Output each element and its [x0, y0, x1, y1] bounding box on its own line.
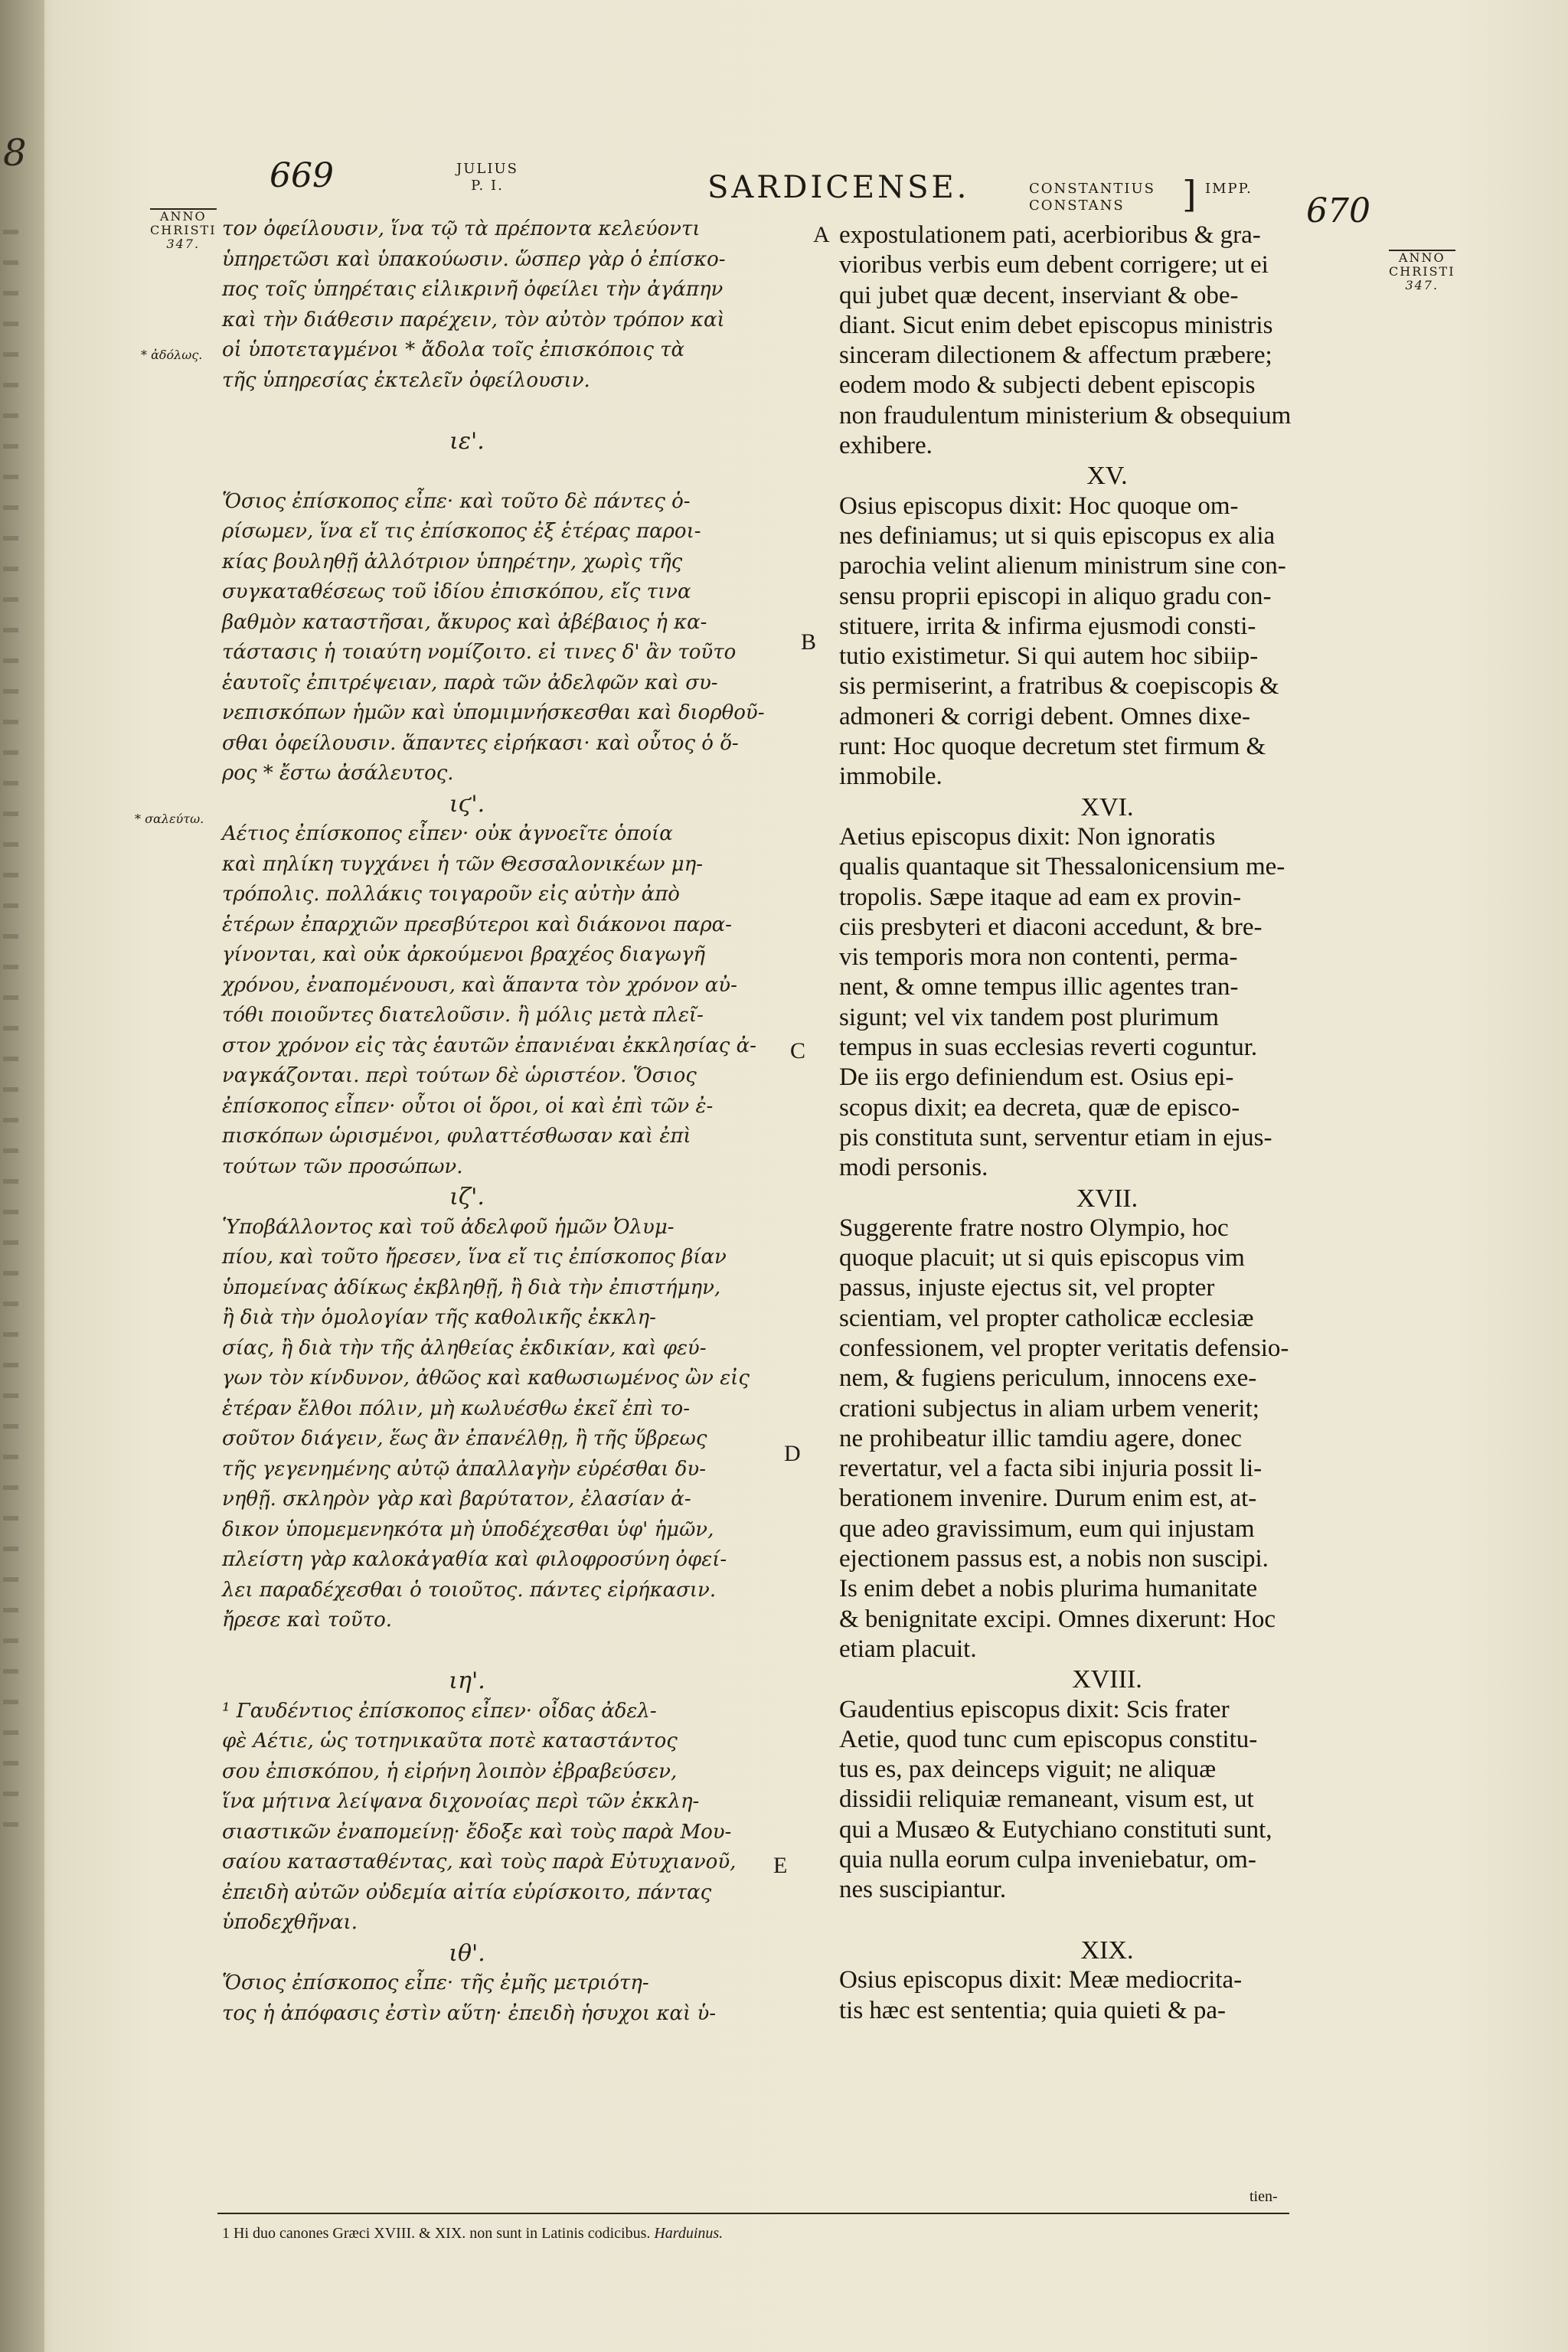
- right-margin-year: [1389, 250, 1455, 292]
- right-running-head: [1029, 181, 1155, 214]
- previous-page-text-fragment: [3, 1516, 18, 1521]
- latin-text-line: nem, & fugiens periculum, innocens exe-: [839, 1364, 1257, 1393]
- previous-page-text-fragment: [3, 1547, 18, 1551]
- canon-heading: XIX.: [1080, 1936, 1134, 1965]
- previous-page-text-fragment: [3, 781, 18, 786]
- right-page-number: 670: [1306, 191, 1370, 230]
- margin-line: 347.: [1405, 278, 1439, 292]
- greek-text-line: λει παραδέχεσθαι ὁ τοιοῦτος. πάντες εἰρήκασιν.: [222, 1578, 717, 1602]
- greek-text-line: ἑτέραν ἔλθοι πόλιν, μὴ κωλυέσθω ἐκεῖ ἐπὶ το-: [222, 1396, 690, 1420]
- previous-page-text-fragment: [3, 812, 18, 816]
- canon-number: ιθ'.: [449, 1939, 485, 1967]
- footnote-rule: [217, 2213, 1289, 2214]
- greek-text-line: Ὑποβάλλοντος καὶ τοῦ ἀδελφοῦ ἡμῶν Ὀλυμ-: [222, 1215, 675, 1239]
- greek-text-line: σαίου κατασταθέντας, καὶ τοὺς παρὰ Εὐτυχιανοῦ,: [222, 1851, 737, 1873]
- greek-text-line: βαθμὸν καταστῆσαι, ἄκυρος καὶ ἀβέβαιος ἡ κα-: [222, 610, 707, 634]
- section-letter: B: [801, 629, 817, 655]
- previous-page-text-fragment: [3, 1057, 18, 1061]
- previous-page-text-fragment: [3, 230, 18, 234]
- greek-text-line: ρος * ἔστω ἀσάλευτος.: [222, 762, 454, 785]
- previous-page-text-fragment: [3, 444, 18, 449]
- greek-text-line: οἱ ὑποτεταγμένοι * ἄδολα τοῖς ἐπισκόποις τὰ: [222, 338, 685, 361]
- greek-text-line: τος ἡ ἀπόφασις ἐστὶν αὕτη· ἐπειδὴ ἡσυχοι καὶ ὑ-: [222, 2001, 717, 2025]
- greek-text-line: ἐπειδὴ αὐτῶν οὐδεμία αἰτία εὑρίσκοιτο, πάντας: [222, 1880, 712, 1904]
- section-letter: A: [813, 222, 830, 247]
- greek-text-line: σθαι ὀφείλουσιν. ἅπαντες εἰρήκασι· καὶ οὗτος ὁ ὅ-: [222, 731, 739, 755]
- greek-text-line: σου ἐπισκόπου, ἡ εἰρήνη λοιπὸν ἐβραβεύσεν,: [222, 1759, 678, 1783]
- previous-page-text-fragment: [3, 658, 18, 663]
- canon-heading: XVII.: [1076, 1184, 1138, 1213]
- greek-text-line: ἵνα μήτινα λείψανα διχονοίας περὶ τῶν ἐκκλη-: [222, 1790, 700, 1813]
- previous-page-text-fragment: [3, 1118, 18, 1122]
- latin-text-line: non fraudulentum ministerium & obsequium: [839, 401, 1292, 430]
- latin-text-line: Suggerente fratre nostro Olympio, hoc: [839, 1214, 1229, 1242]
- canon-number: ιϛ'.: [449, 790, 485, 818]
- greek-text-line: τάστασις ἡ τοιαύτη νομίζοιτο. εἰ τινες δ' ἂν τοῦτο: [222, 641, 737, 664]
- previous-page-text-fragment: [3, 536, 18, 541]
- latin-text-line: ejectionem passus est, a nobis non suscipi.: [839, 1545, 1269, 1573]
- previous-page-text-fragment: [3, 934, 18, 939]
- greek-text-line: δικον ὑπομεμενηκότα μὴ ὑποδέχεσθαι ὑφ' ἡμῶν,: [222, 1517, 714, 1541]
- previous-page-text-fragment: [3, 1148, 18, 1153]
- greek-text-line: κίας βουληθῇ ἀλλότριον ὑπηρέτην, χωρὶς τῆς: [222, 550, 683, 573]
- latin-text-line: confessionem, vel propter veritatis defensio-: [839, 1334, 1289, 1362]
- footnote-signature: Harduinus.: [654, 2225, 724, 2242]
- footnote-text: 1 Hi duo canones Græci XVIII. & XIX. non sunt in Latinis codicibus.: [222, 2225, 651, 2242]
- previous-page-text-fragment: [3, 1363, 18, 1367]
- latin-text-line: que adeo gravissimum, eum qui injustam: [839, 1514, 1255, 1543]
- previous-page-text-fragment: [3, 505, 18, 510]
- latin-text-line: etiam placuit.: [839, 1635, 977, 1663]
- latin-text-line: runt: Hoc quoque decretum stet firmum &: [839, 733, 1266, 761]
- running-head-line: JULIUS: [456, 161, 518, 177]
- greek-text-line: σοῦτον διάγειν, ἕως ἂν ἐπανέλθῃ, ἢ τῆς ὕβρεως: [222, 1427, 707, 1450]
- right-running-tag: IMPP.: [1205, 181, 1253, 197]
- greek-column: [222, 214, 765, 2029]
- latin-text-line: passus, injuste ejectus sit, vel propter: [839, 1274, 1215, 1302]
- previous-page-text-fragment: [3, 567, 18, 571]
- previous-page-text-fragment: [3, 873, 18, 877]
- latin-text-line: parochia velint alienum ministrum sine con-: [839, 552, 1286, 580]
- greek-text-line: [222, 1636, 765, 1667]
- greek-text-line: καὶ πηλίκη τυγχάνει ἡ τῶν Θεσσαλονικέων μη-: [222, 852, 704, 876]
- latin-text-line: Aetius episcopus dixit: Non ignoratis: [839, 822, 1216, 851]
- margin-line: ANNO: [1389, 250, 1455, 265]
- latin-text-line: De iis ergo definiendum est. Osius epi-: [839, 1063, 1234, 1092]
- latin-text-line: qui a Musæo & Eutychiano constituti sunt,: [839, 1815, 1272, 1844]
- greek-text-line: [222, 456, 765, 487]
- latin-text-line: exhibere.: [839, 432, 933, 460]
- latin-text-line: scientiam, vel propter catholicæ ecclesiæ: [839, 1304, 1254, 1332]
- previous-page-text-fragment: [3, 1424, 18, 1429]
- greek-text-line: ὑποδεχθῆναι.: [222, 1911, 358, 1934]
- greek-text-line: φὲ Αέτιε, ὡς τοτηνικαῦτα ποτὲ καταστάντος: [222, 1730, 678, 1753]
- latin-text-line: Osius episcopus dixit: Hoc quoque om-: [839, 492, 1239, 520]
- latin-text-line: modi personis.: [839, 1154, 988, 1182]
- footnote: [222, 2225, 723, 2243]
- previous-page-text-fragment: [3, 1700, 18, 1704]
- greek-text-line: ρίσωμεν, ἵνα εἴ τις ἐπίσκοπος ἐξ ἑτέρας παροι-: [222, 520, 701, 543]
- section-letter: C: [790, 1038, 806, 1063]
- latin-text-line: tus es, pax deinceps viguit; ne aliquæ: [839, 1756, 1217, 1784]
- previous-page-text-fragment: [3, 995, 18, 1000]
- latin-text-line: expostulationem pati, acerbioribus & gra-: [839, 221, 1261, 249]
- latin-text-line: Aetie, quod tunc cum episcopus constitu-: [839, 1725, 1258, 1753]
- latin-text-line: eodem modo & subjecti debent episcopis: [839, 371, 1256, 400]
- latin-text-line: & benignitate excipi. Omnes dixerunt: Hoc: [839, 1605, 1276, 1633]
- previous-page-text-fragment: [3, 291, 18, 296]
- previous-page-text-fragment: [3, 1761, 18, 1766]
- latin-text-line: tempus in suas ecclesias reverti coguntur.: [839, 1034, 1258, 1062]
- latin-text-line: stituere, irrita & infirma ejusmodi consti-: [839, 612, 1256, 640]
- greek-text-line: ἢ διὰ τὴν ὁμολογίαν τῆς καθολικῆς ἐκκλη-: [222, 1306, 656, 1329]
- canon-heading: XV.: [1086, 462, 1128, 491]
- latin-text-line: nent, & omne tempus illic agentes tran-: [839, 973, 1239, 1001]
- latin-text-line: tropolis. Sæpe itaque ad eam ex provin-: [839, 883, 1242, 911]
- previous-page-text-fragment: [3, 750, 18, 755]
- catchword: tien-: [1250, 2188, 1278, 2205]
- previous-page-text-fragment: [3, 1577, 18, 1582]
- greek-text-line: γίνονται, καὶ οὐκ ἀρκούμενοι βραχέος διαγωγῆ: [222, 943, 705, 966]
- previous-page-text-fragment: [3, 965, 18, 969]
- previous-page-text-fragment: [3, 1669, 18, 1674]
- margin-line: CHRISTI: [1389, 264, 1455, 279]
- previous-page-text-fragment: [3, 1026, 18, 1031]
- previous-page-text-fragment: [3, 1730, 18, 1735]
- canon-number: ιε'.: [449, 427, 485, 455]
- greek-text-line: ὑπομείνας ἀδίκως ἐκβληθῇ, ἢ διὰ τὴν ἐπιστήμην,: [222, 1276, 721, 1299]
- greek-text-line: καὶ τὴν διάθεσιν παρέχειν, τὸν αὐτὸν τρόπον καὶ: [222, 308, 725, 332]
- latin-text-line: dissidii reliquiæ remaneant, visum est, ut: [839, 1785, 1254, 1814]
- previous-page-number: 8: [3, 132, 27, 175]
- greek-text-line: ἤρεσε καὶ τοῦτο.: [222, 1609, 392, 1632]
- greek-text-line: πλείστη γὰρ καλοκἀγαθία καὶ φιλοφροσύνη ὀφεί-: [222, 1548, 727, 1571]
- latin-text-line: diant. Sicut enim debet episcopus ministris: [839, 311, 1273, 339]
- greek-text-line: πισκόπων ὡρισμένοι, φυλαττέσθωσαν καὶ ἐπὶ: [222, 1125, 691, 1148]
- greek-text-line: ναγκάζονται. περὶ τούτων δὲ ὡριστέον. Ὅσιος: [222, 1064, 697, 1087]
- previous-page-text-fragment: [3, 1271, 18, 1276]
- latin-text-line: pis constituta sunt, serventur etiam in ejus-: [839, 1123, 1272, 1152]
- latin-text-line: scopus dixit; ea decreta, quæ de episco-: [839, 1093, 1240, 1122]
- greek-text-line: συγκαταθέσεως τοῦ ἰδίου ἐπισκόπου, εἴς τινα: [222, 580, 691, 603]
- previous-page-text-fragment: [3, 1240, 18, 1245]
- previous-page-text-fragment: [3, 352, 18, 357]
- latin-text-line: Osius episcopus dixit: Meæ mediocrita-: [839, 1966, 1243, 1994]
- latin-text-line: [839, 1906, 1375, 1936]
- canon-number: ιη'.: [449, 1668, 485, 1694]
- latin-text-line: Is enim debet a nobis plurima humanitate: [839, 1575, 1258, 1603]
- previous-page-text-fragment: [3, 475, 18, 479]
- previous-page-text-fragment: [3, 1087, 18, 1092]
- greek-text-line: [222, 396, 765, 426]
- latin-text-line: ciis presbyteri et diaconi accedunt, & bre-: [839, 913, 1263, 941]
- greek-text-line: πος τοῖς ὑπηρέταις εἰλικρινῆ ὀφείλει τὴν ἀγάπην: [222, 278, 724, 301]
- greek-text-line: Αέτιος ἐπίσκοπος εἶπεν· οὐκ ἀγνοεῖτε ὁποία: [222, 822, 673, 845]
- latin-text-line: qualis quantaque sit Thessalonicensium me-: [839, 853, 1285, 881]
- greek-text-line: πίου, καὶ τοῦτο ἤρεσεν, ἵνα εἴ τις ἐπίσκοπος βίαν: [222, 1246, 727, 1269]
- previous-page-text-fragment: [3, 413, 18, 418]
- latin-text-line: admoneri & corrigi debent. Omnes dixe-: [839, 702, 1251, 730]
- section-letter: E: [773, 1853, 788, 1878]
- canon-heading: XVI.: [1080, 792, 1134, 822]
- latin-text-line: qui jubet quæ decent, inserviant & obe-: [839, 281, 1239, 309]
- latin-text-line: vis temporis mora non contenti, perma-: [839, 943, 1238, 972]
- previous-page-text-fragment: [3, 1792, 18, 1796]
- margin-note: * σαλεύτω.: [135, 812, 204, 826]
- latin-text-line: tis hæc est sententia; quia quieti & pa-: [839, 1996, 1226, 2024]
- left-page-number: 669: [270, 156, 334, 195]
- previous-page-text-fragment: [3, 1608, 18, 1612]
- greek-text-line: ἐπίσκοπος εἶπεν· οὗτοι οἱ ὅροι, οἱ καὶ ἐπὶ τῶν ἐ-: [222, 1094, 714, 1118]
- greek-text-line: σίας, ἢ διὰ τὴν τῆς ἀληθείας ἐκδικίαν, καὶ φεύ-: [222, 1336, 707, 1360]
- canon-heading: XVIII.: [1072, 1665, 1142, 1694]
- latin-column: [839, 220, 1375, 2026]
- greek-text-line: τον ὀφείλουσιν, ἵνα τῷ τὰ πρέποντα κελεύοντι: [222, 217, 701, 240]
- previous-page-text-fragment: [3, 1302, 18, 1306]
- previous-page-text-fragment: [3, 903, 18, 908]
- latin-text-line: immobile.: [839, 763, 942, 791]
- greek-text-line: στον χρόνον εἰς τὰς ἑαυτῶν ἐπανιέναι ἐκκλησίας ἀ-: [222, 1034, 756, 1057]
- greek-text-line: τῆς ὑπηρεσίας ἐκτελεῖν ὀφείλουσιν.: [222, 368, 590, 392]
- greek-text-line: σιαστικῶν ἐναπομείνῃ· ἔδοξε καὶ τοὺς παρὰ Μου-: [222, 1820, 732, 1844]
- greek-text-line: ἑτέρων ἐπαρχιῶν πρεσβύτεροι καὶ διάκονοι παρα-: [222, 913, 732, 936]
- latin-text-line: berationem invenire. Durum enim est, at-: [839, 1485, 1257, 1513]
- greek-text-line: τόθι ποιοῦντες διατελοῦσιν. ἢ μόλις μετὰ πλεῖ-: [222, 1004, 704, 1027]
- greek-text-line: τούτων τῶν προσώπων.: [222, 1155, 463, 1178]
- left-running-head: [456, 161, 518, 194]
- latin-text-line: ne prohibeatur illic tamdiu agere, donec: [839, 1424, 1242, 1452]
- previous-page-text-fragment: [3, 1638, 18, 1643]
- margin-line: CHRISTI: [150, 223, 217, 237]
- latin-text-line: sensu proprii episcopi in aliquo gradu con-: [839, 582, 1272, 610]
- greek-text-line: ¹ Γαυδέντιος ἐπίσκοπος εἶπεν· οἶδας ἀδελ-: [222, 1699, 657, 1723]
- margin-line: ANNO: [150, 208, 217, 224]
- running-head-line: P. I.: [471, 178, 504, 194]
- latin-text-line: tutio existimetur. Si qui autem hoc sibiip-: [839, 642, 1259, 671]
- latin-text-line: sinceram dilectionem & affectum præbere;: [839, 341, 1272, 370]
- latin-text-line: revertatur, vel a facta sibi injuria possit li-: [839, 1455, 1263, 1483]
- previous-page-text-fragment: [3, 1485, 18, 1490]
- greek-text-line: γων τὸν κίνδυνον, ἀθῶος καὶ καθωσιωμένος ὢν εἰς: [222, 1367, 750, 1390]
- previous-page-edge: [0, 0, 44, 2352]
- margin-note: * ἀδόλως.: [141, 348, 203, 362]
- latin-text-line: sigunt; vel vix tandem post plurimum: [839, 1003, 1219, 1031]
- running-head-line: CONSTANS: [1029, 198, 1125, 214]
- previous-page-text-fragment: [3, 1179, 18, 1184]
- previous-page-text-fragment: [3, 1332, 18, 1337]
- previous-page-text-fragment: [3, 260, 18, 265]
- greek-text-line: νεπισκόπων ἡμῶν καὶ ὑπομιμνήσκεσθαι καὶ διορθοῦ-: [222, 701, 765, 724]
- previous-page-text-fragment: [3, 689, 18, 694]
- previous-page-text-fragment: [3, 720, 18, 724]
- running-head-line: CONSTANTIUS: [1029, 181, 1155, 197]
- greek-text-line: Ὅσιος ἐπίσκοπος εἶπε· τῆς ἐμῆς μετριότη-: [222, 1971, 649, 1994]
- left-margin-year: [150, 208, 217, 251]
- previous-page-text-fragment: [3, 1210, 18, 1214]
- previous-page-text-fragment: [3, 628, 18, 632]
- latin-text-line: quoque placuit; ut si quis episcopus vim: [839, 1244, 1245, 1272]
- previous-page-text-fragment: [3, 322, 18, 326]
- latin-text-line: Gaudentius episcopus dixit: Scis frater: [839, 1695, 1230, 1723]
- latin-text-line: nes suscipiantur.: [839, 1876, 1007, 1904]
- greek-text-line: Ὅσιος ἐπίσκοπος εἶπε· καὶ τοῦτο δὲ πάντες ὁ-: [222, 489, 691, 513]
- latin-text-line: quia nulla eorum culpa inveniebatur, om-: [839, 1846, 1256, 1874]
- latin-text-line: sis permiserint, a fratribus & coepiscopis &: [839, 672, 1279, 701]
- latin-text-line: vioribus verbis eum debent corrigere; ut ei: [839, 251, 1269, 279]
- greek-text-line: ὑπηρετῶσι καὶ ὑπακούωσιν. ὥσπερ γὰρ ὁ ἐπίσκο-: [222, 247, 726, 271]
- latin-text-line: crationi subjectus in aliam urbem venerit;: [839, 1394, 1259, 1423]
- greek-text-line: τρόπολις. πολλάκις τοιγαροῦν εἰς αὐτὴν ἀπὸ: [222, 883, 680, 906]
- previous-page-text-fragment: [3, 842, 18, 847]
- section-letter: D: [784, 1441, 801, 1466]
- previous-page-text-fragment: [3, 1822, 18, 1827]
- previous-page-text-fragment: [3, 1455, 18, 1459]
- previous-page-text-fragment: [3, 597, 18, 602]
- greek-text-line: ἑαυτοῖς ἐπιτρέψειαν, παρὰ τῶν ἀδελφῶν καὶ συ-: [222, 671, 718, 694]
- greek-text-line: χρόνου, ἐναπομένουσι, καὶ ἅπαντα τὸν χρόνον αὐ-: [222, 973, 737, 997]
- page-title: SARDICENSE.: [707, 170, 970, 205]
- margin-line: 347.: [166, 237, 201, 251]
- greek-text-line: τῆς γεγενημένης αὐτῷ ἀπαλλαγὴν εὑρέσθαι δυ-: [222, 1457, 706, 1481]
- canon-number: ιζ'.: [449, 1184, 485, 1210]
- greek-text-line: νηθῇ. σκληρὸν γὰρ καὶ βαρύτατον, ἐλασίαν ἀ-: [222, 1488, 691, 1511]
- bracket-glyph: ]: [1182, 173, 1197, 216]
- previous-page-text-fragment: [3, 383, 18, 387]
- latin-text-line: nes definiamus; ut si quis episcopus ex alia: [839, 521, 1276, 550]
- previous-page-text-fragment: [3, 1393, 18, 1398]
